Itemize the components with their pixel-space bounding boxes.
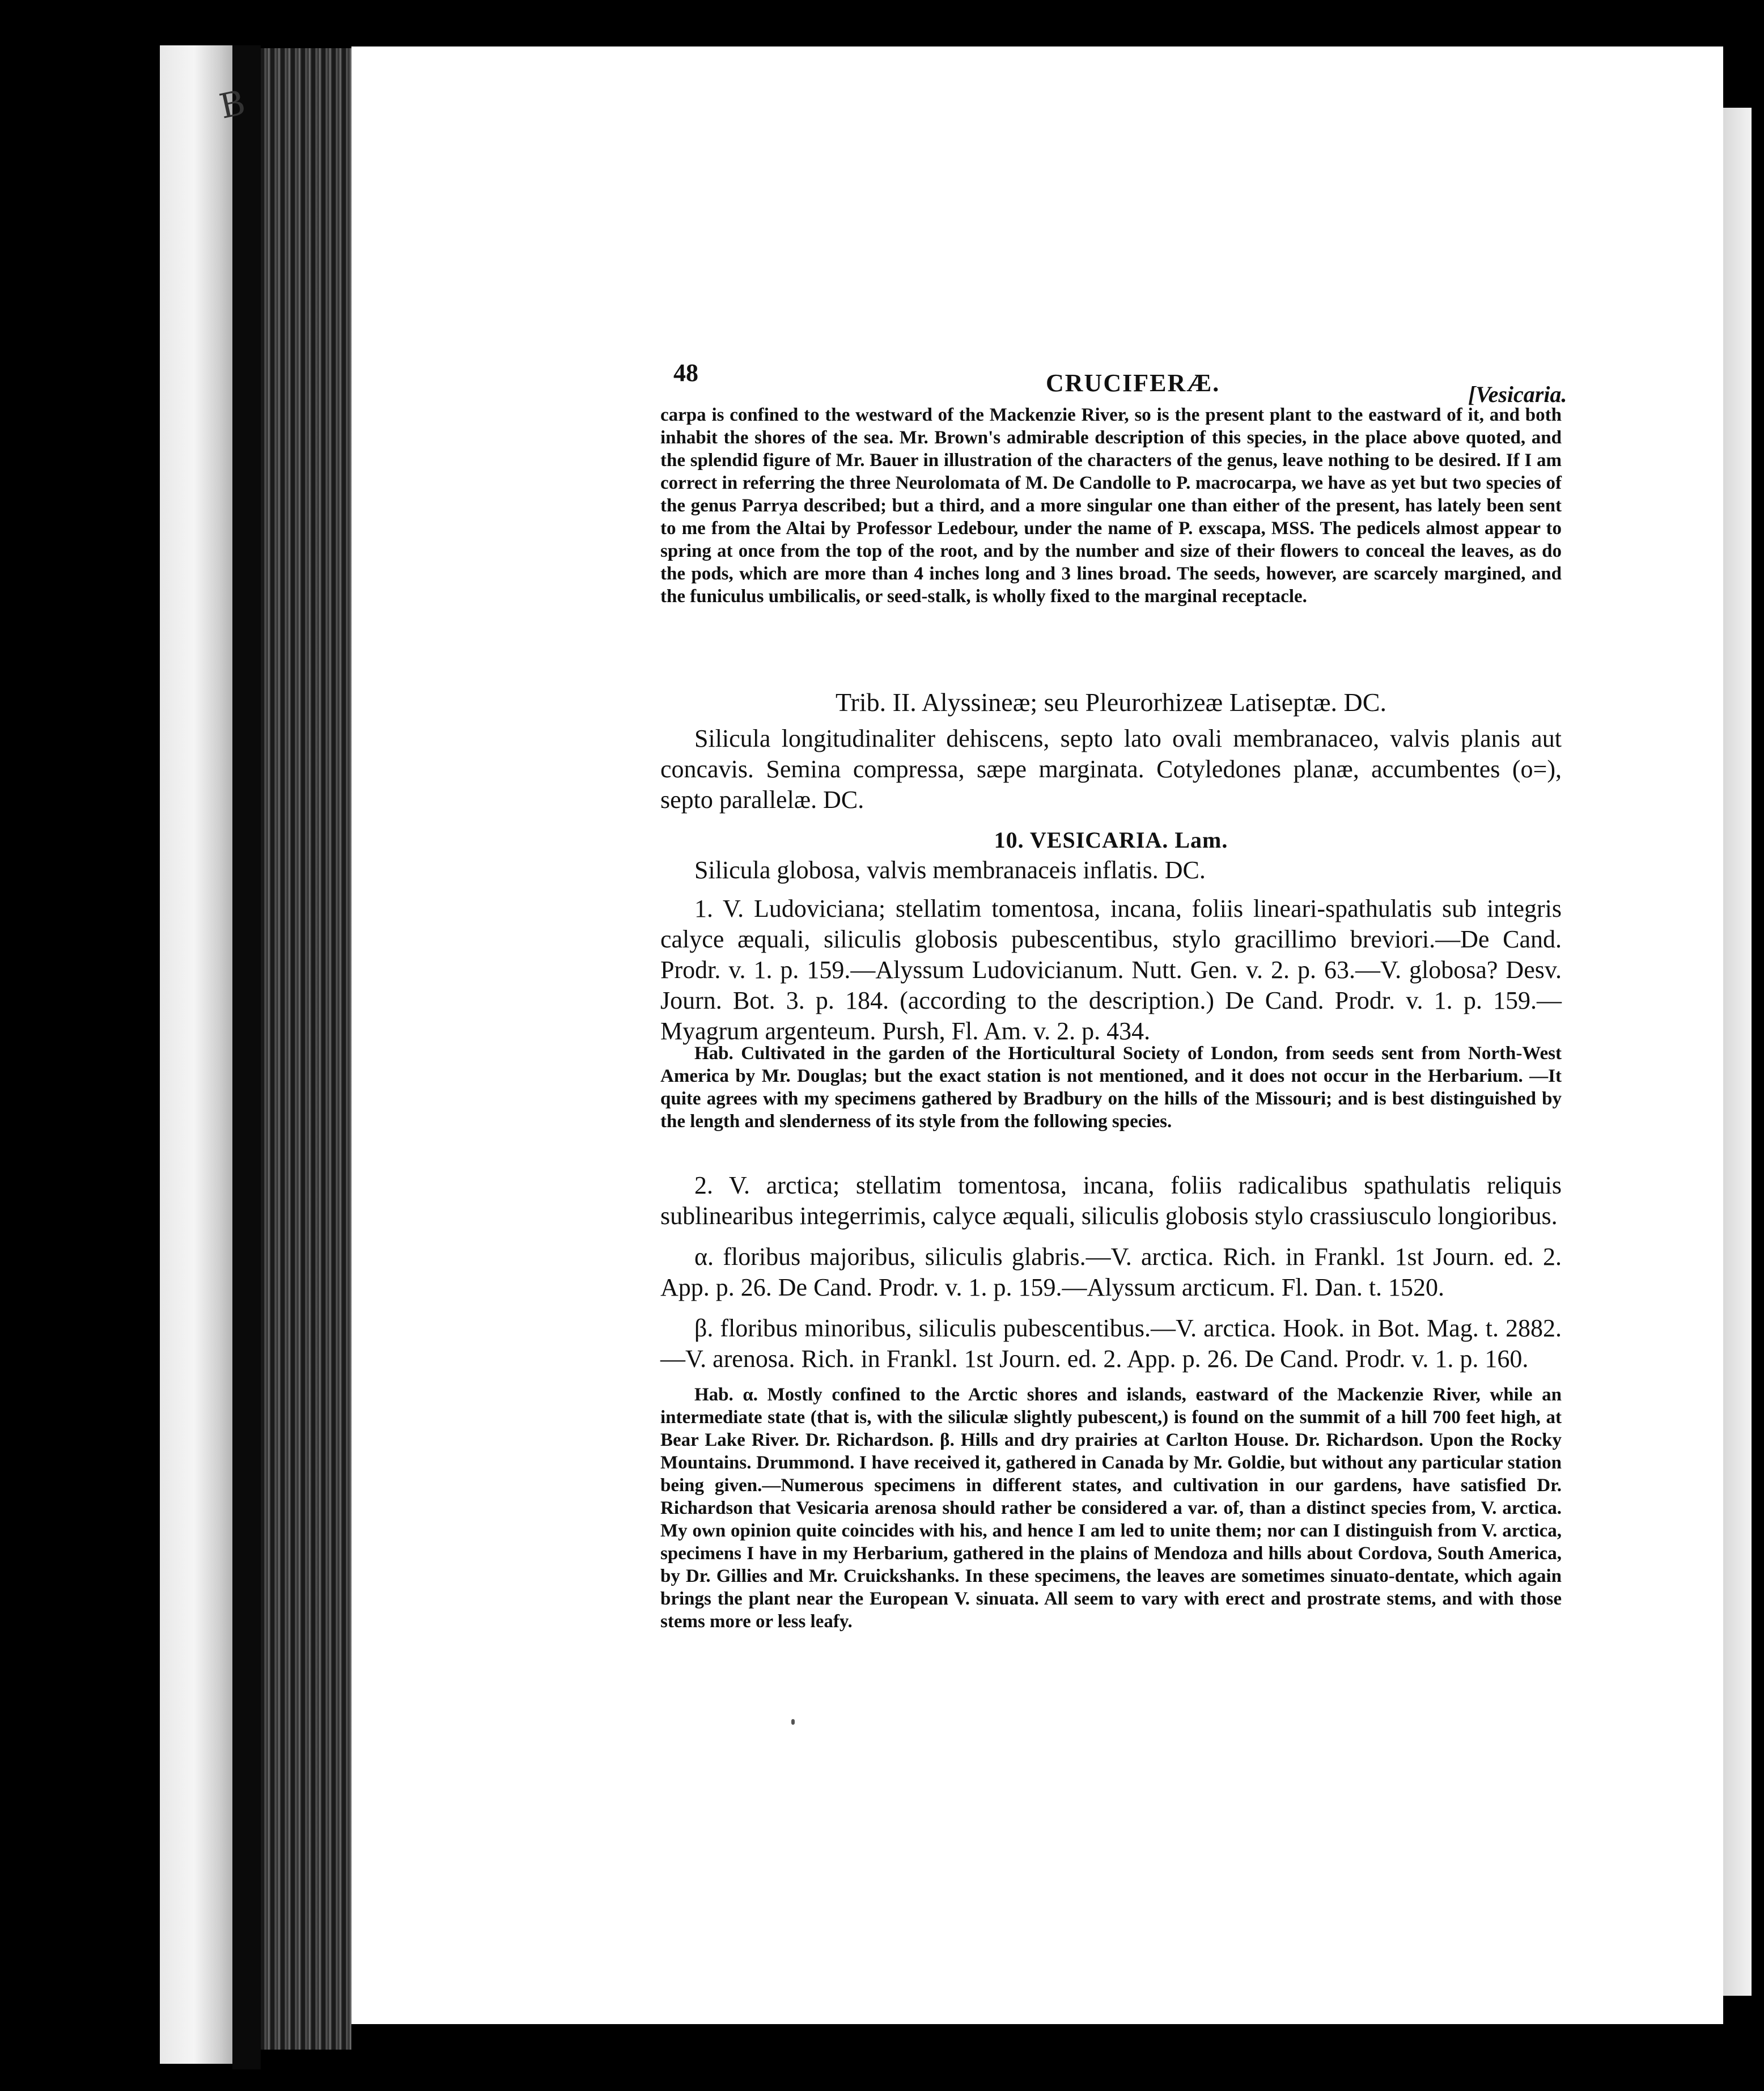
habitat-ludoviciana: Hab. Cultivated in the garden of the Horticultural Society of London, from seeds sent from North-West America by Mr. Douglas; but the exact station is not mentioned, and it does not occur in the Herbarium. —It quite agrees with my specimens gathered by Bradbury on the hills of the Missouri; and is best distinguished by the length and slenderness of its style from the following species. <box>660 1043 1562 1132</box>
variety-beta: β. floribus minoribus, siliculis pubescentibus.—V. arctica. Hook. in Bot. Mag. t. 2882.—V. arenosa. Rich. in Frankl. 1st Journ. ed. 2. App. p. 26. De Cand. Prodr. v. 1. p. 160. <box>660 1314 1562 1373</box>
genus-heading: 10. VESICARIA. Lam. <box>994 827 1228 853</box>
book-spine-shadow <box>232 45 261 2069</box>
book-page-edges <box>261 48 351 2050</box>
habitat-arctica: Hab. α. Mostly confined to the Arctic shores and islands, eastward of the Mackenzie River, while an intermediate state (that is, with the siliculæ slightly pubescent,) is found on the summit of a hill 700 feet high, at Bear Lake River. Dr. Richardson. β. Hills and dry prairies at Carlton House. Dr. Richardson. Upon the Rocky Mountains. Drummond. I have received it, gathered in Canada by Mr. Goldie, but without any particular station being given.—Numerous specimens in different states, and cultivation in our gardens, have satisfied Dr. Richardson that Vesicaria arenosa should rather be considered a var. of, than a distinct species from, V. arctica. My own opinion quite coincides with his, and hence I am led to unite them; nor can I distinguish from V. arctica, specimens I have in my Herbarium, gathered in the plains of Mendoza and hills about Cordova, South America, by Dr. Gillies and Mr. Cruickshanks. In these specimens, the leaves are sometimes sinuato-dentate, which again brings the plant near the European V. sinuata. All seem to vary with erect and prostrate stems, and with those stems more or less leafy. <box>660 1385 1562 1632</box>
page-number: 48 <box>673 359 698 387</box>
variety-alpha: α. floribus majoribus, siliculis glabris.—V. arctica. Rich. in Frankl. 1st Journ. ed. 2. App. p. 26. De Cand. Prodr. v. 1. p. 159.—Alyssum arcticum. Fl. Dan. t. 1520. <box>660 1243 1562 1301</box>
species-arctica: 2. V. arctica; stellatim tomentosa, incana, foliis radicalibus spathulatis reliquis sublinearibus integerrimis, calyce æquali, siliculis globosis stylo crassiusculo longioribus. <box>660 1171 1562 1230</box>
genus-description: Silicula globosa, valvis membranaceis inflatis. DC. <box>694 856 1206 884</box>
tribe-description: Silicula longitudinaliter dehiscens, septo lato ovali membranaceo, valvis planis aut concavis. Semina compressa, sæpe marginata. Cotyledones planæ, accumbentes (o=), septo parallelæ. DC. <box>660 725 1562 814</box>
running-head-title: CRUCIFERÆ. <box>1046 369 1220 397</box>
corner-pencil-mark: B <box>216 83 249 127</box>
paragraph-parrya: carpa is confined to the westward of the Mackenzie River, so is the present plant to the eastward of it, and both inhabit the shores of the sea. Mr. Brown's admirable description of this species, in the place above quoted, and the splendid figure of Mr. Bauer in illustration of the characters of the genus, leave nothing to be desired. If I am correct in referring the three Neurolomata of M. De Candolle to P. macrocarpa, we have as yet but two species of the genus Parrya described; but a third, and a more singular one than either of the present, has lately been sent to me from the Altai by Professor Ledebour, under the name of P. exscapa, MSS. The pedicels almost appear to spring at once from the top of the root, and by the number and size of their flowers to conceal the leaves, as do the pods, which are more than 4 inches long and 3 lines broad. The seeds, however, are scarcely margined, and the funiculus umbilicalis, or seed-stalk, is wholly fixed to the marginal receptacle. <box>660 405 1562 607</box>
page-right-edge <box>1723 108 1752 1996</box>
ink-speck <box>791 1719 795 1725</box>
running-head-section: [Vesicaria. <box>1468 382 1567 407</box>
tribe-heading: Trib. II. Alyssineæ; seu Pleurorhizeæ Latiseptæ. DC. <box>836 688 1386 717</box>
species-ludoviciana: 1. V. Ludoviciana; stellatim tomentosa, incana, foliis lineari-spathulatis sub integris calyce æquali, siliculis globosis pubescentibus, stylo gracillimo breviori.—De Cand. Prodr. v. 1. p. 159.—Alyssum Ludovicianum. Nutt. Gen. v. 2. p. 63.—V. globosa? Desv. Journ. Bot. 3. p. 184. (according to the description.) De Cand. Prodr. v. 1. p. 159.—Myagrum argenteum. Pursh, Fl. Am. v. 2. p. 434. <box>660 895 1562 1045</box>
